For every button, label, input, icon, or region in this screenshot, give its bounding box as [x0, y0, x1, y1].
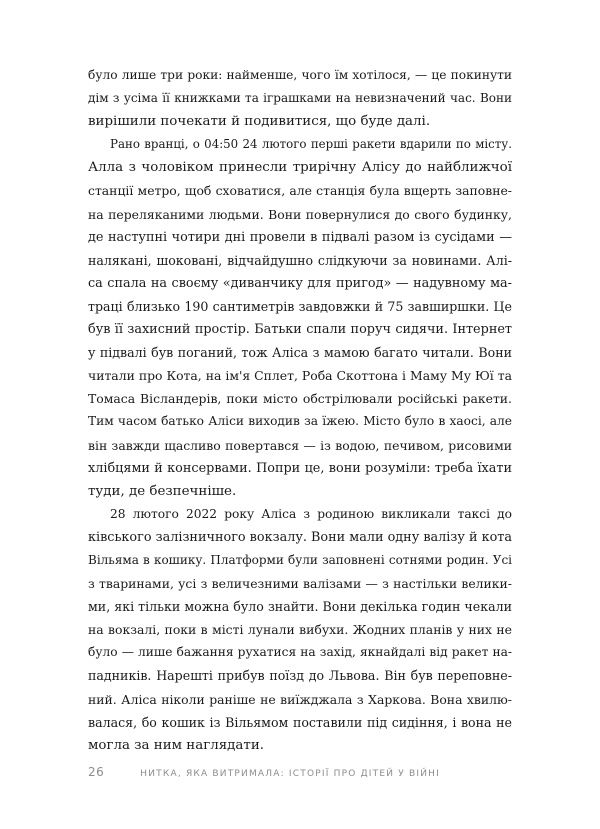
text-line: дім з усіма її книжками та іграшками на невизначений час. Вони: [88, 91, 512, 106]
text-line: могла за ним наглядати.: [88, 737, 265, 753]
text-line: 28 лютого 2022 року Аліса з родиною викликали таксі до: [110, 506, 512, 521]
text-line: у підвалі був поганий, тож Аліса з мамою багато читали. Вони: [88, 345, 512, 361]
running-title: НИТКА, ЯКА ВИТРИМАЛА: ІСТОРІЇ ПРО ДІТЕЙ У ВІЙНІ: [140, 769, 440, 779]
text-line: хлібцями й консервами. Попри це, вони розуміли: треба їхати: [88, 460, 512, 476]
page-number: 26: [88, 765, 105, 779]
text-line: було лише три роки: найменше, чого їм хотілося, — це покинути: [88, 68, 512, 82]
text-line: ний. Аліса ніколи раніше не виїжджала з Харкова. Вона хвилю-: [88, 691, 512, 707]
text-line: ківського залізничного вокзалу. Вони мали одну валізу й кота: [88, 529, 512, 545]
text-line: ми, які тільки можна було знайти. Вони декілька годин чекали: [88, 599, 512, 615]
text-line: Томаса Вісландерів, поки місто обстрілювали російські ракети.: [88, 391, 512, 407]
text-line: Тим часом батько Аліси виходив за їжею. Місто було в хаосі, але: [88, 414, 512, 429]
text-line: з тваринами, усі з величезними валізами — з настільки велики-: [88, 576, 512, 592]
text-line: траці близько 190 сантиметрів завдовжки й 75 завширшки. Це: [88, 298, 512, 314]
text-line: де наступні чотири дні провели в підвалі разом із сусідами —: [88, 229, 512, 245]
text-line: вирішили почекати й подивитися, що буде далі.: [88, 114, 431, 130]
text-line: са спала на своєму «диванчику для пригод» — надувному ма-: [88, 275, 512, 291]
body-text: [88, 64, 512, 757]
page-footer: [88, 765, 440, 781]
text-line: був її захисний простір. Батьки спали поруч сидячи. Інтернет: [88, 322, 512, 338]
text-line: туди, де безпечніше.: [88, 483, 237, 499]
text-line: падників. Нарешті прибув поїзд до Львова. Він був переповне-: [88, 668, 512, 684]
text-line: станції метро, щоб сховатися, але станція була вщерть заповне-: [88, 183, 512, 199]
text-line: читали про Кота, на ім'я Сплет, Роба Скоттона і Маму Му Юї та: [88, 368, 512, 384]
text-line: Вільяма в кошику. Платформи були заповнені сотнями родин. Усі: [88, 552, 512, 567]
paragraph: [88, 64, 512, 133]
text-line: на переляканими людьми. Вони повернулися до свого будинку,: [88, 206, 512, 222]
text-line: на вокзалі, поки в місті лунали вибухи. Жодних планів у них не: [88, 622, 512, 638]
text-line: Рано вранці, о 04:50 24 лютого перші ракети вдарили по місту.: [110, 137, 512, 152]
text-line: налякані, шоковані, відчайдушно слідкуючи за новинами. Алі-: [88, 252, 512, 268]
text-line: валася, бо кошик із Вільямом поставили під сидіння, і вона не: [88, 714, 512, 730]
paragraph: [88, 503, 512, 757]
text-line: було — лише бажання рухатися на захід, якнайдалі від ракет на-: [88, 645, 512, 660]
text-line: він завжди щасливо повертався — із водою, печивом, рисовими: [88, 437, 512, 453]
paragraph: [88, 133, 512, 503]
text-line: Алла з чоловіком принесли трирічну Алісу до найближчої: [88, 160, 512, 176]
